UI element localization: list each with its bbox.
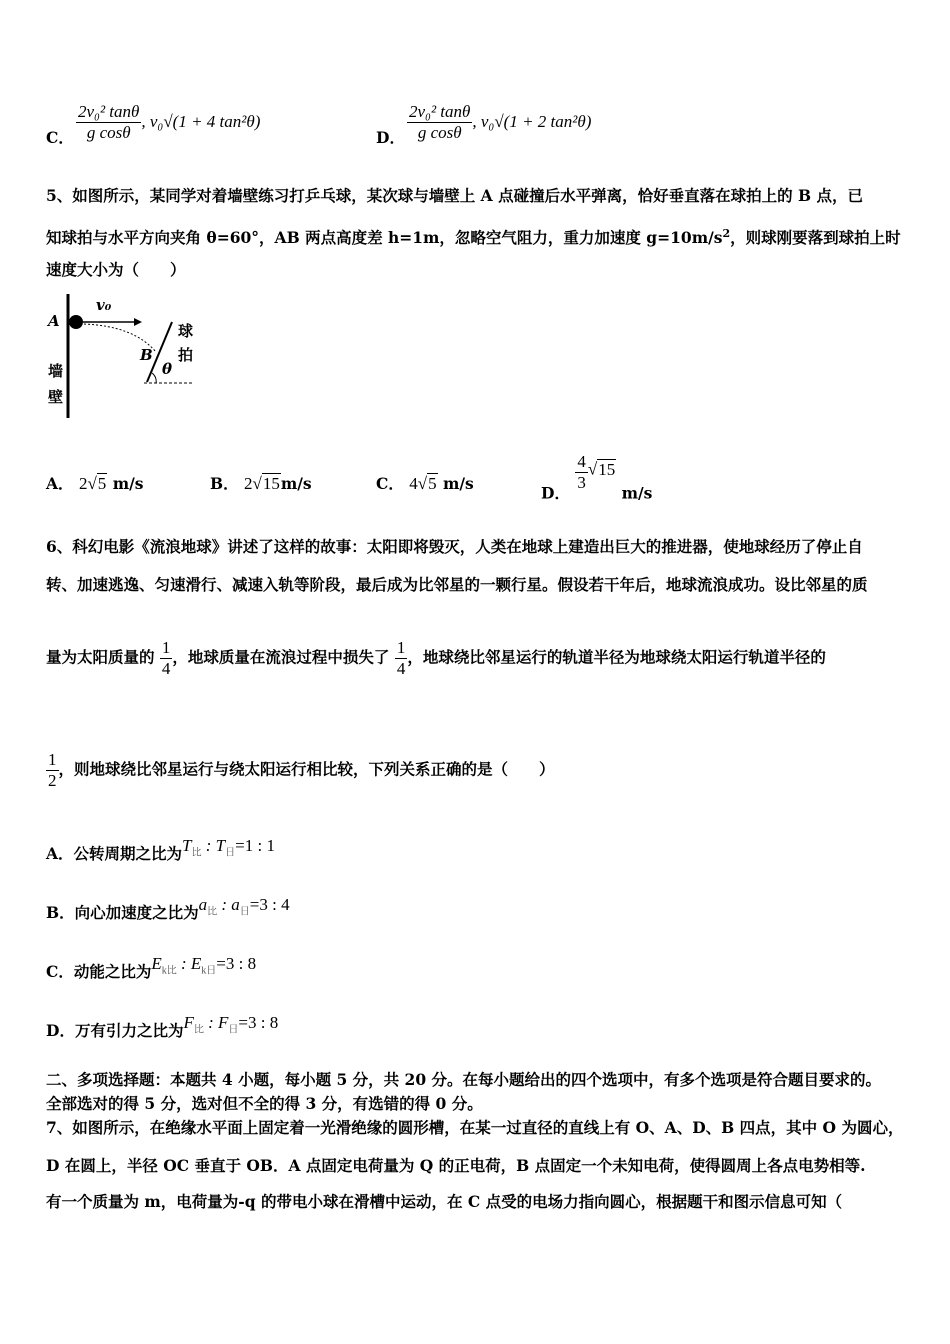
- q6-option-d-text: D．万有引力之比为: [46, 1021, 184, 1040]
- q5-option-c-label: C．: [376, 474, 404, 493]
- q5-option-a-unit: m/s: [112, 474, 144, 493]
- q6-option-b-text: B．向心加速度之比为: [46, 903, 199, 922]
- q4-d-numerator: 2v₀² tanθ: [409, 102, 471, 121]
- fig-label-qiang: 墙: [48, 362, 64, 380]
- q4-option-c-label: C．: [46, 128, 74, 147]
- q5-figure: [44, 292, 204, 422]
- q6-frac2-num: 1: [396, 638, 406, 657]
- q6-option-d: D．万有引力之比为$F_比$ : $F_日=3$ : 8: [46, 1013, 279, 1040]
- section2-line2: 全部选对的得 5 分，选对但不全的得 3 分，有选错的得 0 分。: [46, 1094, 483, 1113]
- q4-d-denominator: g cosθ: [417, 123, 462, 142]
- q5-line2-sup: 2: [722, 227, 731, 240]
- fig-label-b: B: [140, 346, 153, 364]
- q6-option-b-sub1: 比: [207, 906, 218, 918]
- q5-option-b-unit: m/s: [280, 474, 312, 493]
- q6-option-a-sub1: 比: [191, 847, 202, 859]
- q6-frac1-den: 4: [161, 659, 171, 678]
- q6-option-d-sub2: 日: [228, 1024, 239, 1036]
- q4-d-tail: , v₀√(1 + 2 tan²θ): [472, 112, 592, 131]
- q5-option-d: D． $\frac{4}{3}$ √15 m/s: [541, 452, 653, 503]
- q6-line4-text: ，则地球绕比邻星运行与绕太阳运行相比较，下列关系正确的是（ ）: [58, 759, 555, 779]
- fig-label-a: A: [48, 312, 60, 330]
- q5-option-d-num: 4: [577, 452, 586, 471]
- q6-line2: 转、加速逃逸、匀速滑行、减速入轨等阶段，最后成为比邻星的一颗行星。假设若干年后，地球流浪成功。设比邻星的质: [46, 575, 868, 594]
- q5-option-a-coef: 2: [78, 474, 88, 493]
- fig-label-v0: v₀: [96, 296, 112, 314]
- q5-option-c-unit: m/s: [443, 474, 474, 493]
- q6-frac3-num: 1: [48, 750, 57, 769]
- q6-option-a-sym1: T: [182, 836, 192, 855]
- q4-option-d-formula: [407, 102, 591, 143]
- q5-option-b-label: B．: [210, 474, 239, 493]
- q5-option-a-label: A．: [46, 474, 74, 493]
- q6-option-c-text: C．动能之比为: [46, 962, 152, 981]
- q5-option-d-rad: 15: [598, 459, 616, 479]
- q6-option-c-sub1: k比: [161, 965, 177, 977]
- q6-option-c-sub2: k日: [201, 965, 217, 977]
- fig-label-bi: 壁: [48, 388, 64, 406]
- velocity-arrowhead: [134, 318, 142, 326]
- q6-option-c-sym1: E: [151, 954, 162, 973]
- q6-option-b-sym2: a: [231, 895, 240, 914]
- q7-line2: D 在圆上，半径 OC 垂直于 OB．A 点固定电荷量为 Q 的正电荷，B 点固定一个未知电荷，使得圆周上各点电势相等.: [46, 1156, 866, 1175]
- q6-option-a-text: A．公转周期之比为: [46, 844, 183, 863]
- q5-line2: [46, 224, 901, 248]
- q6-option-c: C．动能之比为$E_{k比}$ : $E_{k日}=3$ : 8: [46, 954, 257, 981]
- q6-option-a-ratio: =1 : 1: [235, 836, 275, 855]
- q6-option-b-sym1: a: [198, 895, 208, 914]
- q6-frac2-den: 4: [396, 659, 406, 678]
- q4-option-d-label: D．: [376, 128, 405, 147]
- q6-line1: 6、科幻电影《流浪地球》讲述了这样的故事：太阳即将毁灭，人类在地球上建造出巨大的推进器，使地球经历了停止自: [46, 537, 863, 556]
- q5-option-c: C． 4√5 m/s: [376, 474, 474, 493]
- q6-line3-b: ，地球质量在流浪过程中损失了: [172, 647, 390, 667]
- fig-label-theta: θ: [162, 360, 173, 378]
- q6-option-d-sym2: F: [218, 1013, 229, 1032]
- q5-option-b-coef: 2: [244, 474, 253, 493]
- q6-line3-a: 量为太阳质量的: [46, 647, 155, 667]
- ball: [69, 315, 83, 329]
- q5-option-c-rad: 5: [428, 474, 437, 493]
- q5-option-b-rad: 15: [262, 474, 280, 493]
- q7-line3: 有一个质量为 m，电荷量为-q 的带电小球在滑槽中运动，在 C 点受的电场力指向圆心，根据题干和图示信息可知（: [46, 1192, 843, 1211]
- q6-option-d-ratio: =3 : 8: [238, 1013, 279, 1032]
- q6-option-d-sym1: F: [183, 1013, 194, 1032]
- fig-label-qiu: 球: [178, 322, 194, 340]
- q6-option-a-sub2: 日: [225, 847, 236, 859]
- q7-line1: 7、如图所示，在绝缘水平面上固定着一光滑绝缘的圆形槽，在某一过直径的直线上有 O、A、D、B 四点，其中 O 为圆心，: [46, 1118, 904, 1137]
- q5-line2-b: ，则球刚要落到球拍上时: [730, 228, 901, 248]
- angle-arc: [152, 373, 156, 383]
- q5-option-d-label: D．: [541, 483, 570, 503]
- q4-c-denominator: g cosθ: [86, 123, 131, 142]
- q6-option-b: B．向心加速度之比为$a_比$ : $a_日=3$ : 4: [46, 895, 290, 922]
- q4-option-c-formula: [76, 102, 260, 143]
- q5-option-d-den: 3: [577, 473, 586, 492]
- q6-option-a-sym2: T: [215, 836, 226, 855]
- q5-option-a-rad: 5: [97, 474, 107, 493]
- q6-frac3-den: 2: [48, 771, 57, 790]
- q5-option-b: B． 2√15m/s: [210, 474, 312, 493]
- q5-option-d-unit: m/s: [621, 483, 653, 503]
- q4-c-tail: , v₀√(1 + 4 tan²θ): [141, 112, 261, 131]
- q6-line4: [46, 750, 555, 791]
- q5-option-a: A． 2√5 m/s: [46, 474, 144, 493]
- fig-label-pai: 拍: [178, 346, 194, 364]
- q5-line3: 速度大小为（ ）: [46, 260, 186, 279]
- q6-option-b-sub2: 日: [239, 906, 250, 918]
- q6-line3-c: ，地球绕比邻星运行的轨道半径为地球绕太阳运行轨道半径的: [407, 647, 826, 667]
- q5-option-c-coef: 4: [409, 474, 418, 493]
- q6-option-b-ratio: =3 : 4: [249, 895, 290, 914]
- q6-option-c-ratio: =3 : 8: [216, 954, 257, 973]
- q6-option-c-sym2: E: [190, 954, 202, 973]
- q5-line2-a: 知球拍与水平方向夹角 θ=60°，AB 两点高度差 h=1m，忽略空气阻力，重力加速度 g=10m/s: [46, 228, 723, 248]
- q6-frac1-num: 1: [161, 638, 171, 657]
- q6-option-a: A．公转周期之比为$T_比$ : $T_日=1$ : 1: [46, 836, 275, 863]
- q6-line3: [46, 638, 826, 679]
- section2-line1: 二、多项选择题：本题共 4 小题，每小题 5 分，共 20 分。在每小题给出的四个选项中，有多个选项是符合题目要求的。: [46, 1070, 882, 1089]
- q5-line1: 5、如图所示，某同学对着墙壁练习打乒乓球，某次球与墙壁上 A 点碰撞后水平弹离，恰好垂直落在球拍上的 B 点，已: [46, 186, 864, 205]
- q6-option-d-sub1: 比: [193, 1024, 204, 1036]
- q4-c-numerator: 2v₀² tanθ: [78, 102, 140, 121]
